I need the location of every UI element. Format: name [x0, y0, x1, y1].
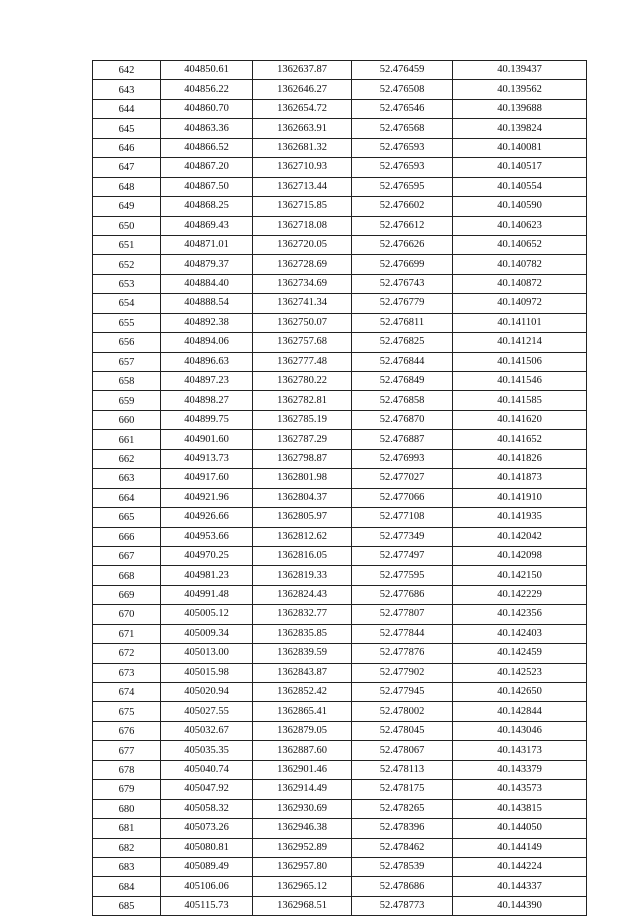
y-coordinate-cell: 1362757.68	[253, 333, 352, 352]
point-number-cell: 645	[93, 119, 161, 138]
point-number-cell: 643	[93, 80, 161, 99]
point-number-cell: 679	[93, 780, 161, 799]
x-coordinate-cell: 404884.40	[161, 274, 253, 293]
point-number-cell: 661	[93, 430, 161, 449]
table-row	[93, 838, 587, 857]
x-coordinate-cell: 404867.20	[161, 158, 253, 177]
x-coordinate-cell: 404896.63	[161, 352, 253, 371]
table-row	[93, 857, 587, 876]
x-coordinate-cell: 405047.92	[161, 780, 253, 799]
table-row	[93, 372, 587, 391]
point-number-cell: 669	[93, 585, 161, 604]
y-coordinate-cell: 1362787.29	[253, 430, 352, 449]
x-coordinate-cell: 404913.73	[161, 449, 253, 468]
y-coordinate-cell: 1362914.49	[253, 780, 352, 799]
y-coordinate-cell: 1362965.12	[253, 877, 352, 896]
latitude-cell: 52.476595	[352, 177, 453, 196]
y-coordinate-cell: 1362728.69	[253, 255, 352, 274]
latitude-cell: 52.478539	[352, 857, 453, 876]
table-row	[93, 780, 587, 799]
latitude-cell: 52.476546	[352, 99, 453, 118]
table-row	[93, 99, 587, 118]
x-coordinate-cell: 405089.49	[161, 857, 253, 876]
latitude-cell: 52.477027	[352, 469, 453, 488]
x-coordinate-cell: 404901.60	[161, 430, 253, 449]
longitude-cell: 40.142356	[453, 605, 587, 624]
longitude-cell: 40.140782	[453, 255, 587, 274]
latitude-cell: 52.476849	[352, 372, 453, 391]
point-number-cell: 660	[93, 410, 161, 429]
point-number-cell: 670	[93, 605, 161, 624]
longitude-cell: 40.142150	[453, 566, 587, 585]
longitude-cell: 40.144390	[453, 896, 587, 915]
latitude-cell: 52.477844	[352, 624, 453, 643]
latitude-cell: 52.478175	[352, 780, 453, 799]
coordinates-table-body	[93, 61, 587, 916]
latitude-cell: 52.477686	[352, 585, 453, 604]
longitude-cell: 40.141620	[453, 410, 587, 429]
x-coordinate-cell: 405058.32	[161, 799, 253, 818]
table-row	[93, 644, 587, 663]
table-row	[93, 430, 587, 449]
latitude-cell: 52.476779	[352, 294, 453, 313]
x-coordinate-cell: 405009.34	[161, 624, 253, 643]
table-row	[93, 158, 587, 177]
latitude-cell: 52.478773	[352, 896, 453, 915]
latitude-cell: 52.476593	[352, 138, 453, 157]
latitude-cell: 52.477066	[352, 488, 453, 507]
longitude-cell: 40.141585	[453, 391, 587, 410]
longitude-cell: 40.142042	[453, 527, 587, 546]
point-number-cell: 644	[93, 99, 161, 118]
table-row	[93, 683, 587, 702]
x-coordinate-cell: 404888.54	[161, 294, 253, 313]
point-number-cell: 668	[93, 566, 161, 585]
longitude-cell: 40.141652	[453, 430, 587, 449]
longitude-cell: 40.141826	[453, 449, 587, 468]
y-coordinate-cell: 1362957.80	[253, 857, 352, 876]
point-number-cell: 658	[93, 372, 161, 391]
latitude-cell: 52.477945	[352, 683, 453, 702]
y-coordinate-cell: 1362852.42	[253, 683, 352, 702]
y-coordinate-cell: 1362785.19	[253, 410, 352, 429]
latitude-cell: 52.476612	[352, 216, 453, 235]
latitude-cell: 52.478002	[352, 702, 453, 721]
longitude-cell: 40.141910	[453, 488, 587, 507]
point-number-cell: 656	[93, 333, 161, 352]
point-number-cell: 651	[93, 235, 161, 254]
longitude-cell: 40.141935	[453, 508, 587, 527]
x-coordinate-cell: 404926.66	[161, 508, 253, 527]
y-coordinate-cell: 1362804.37	[253, 488, 352, 507]
y-coordinate-cell: 1362734.69	[253, 274, 352, 293]
y-coordinate-cell: 1362819.33	[253, 566, 352, 585]
longitude-cell: 40.140517	[453, 158, 587, 177]
latitude-cell: 52.476844	[352, 352, 453, 371]
table-row	[93, 799, 587, 818]
y-coordinate-cell: 1362750.07	[253, 313, 352, 332]
longitude-cell: 40.142403	[453, 624, 587, 643]
point-number-cell: 654	[93, 294, 161, 313]
point-number-cell: 662	[93, 449, 161, 468]
table-row	[93, 546, 587, 565]
longitude-cell: 40.142229	[453, 585, 587, 604]
longitude-cell: 40.140972	[453, 294, 587, 313]
x-coordinate-cell: 404953.66	[161, 527, 253, 546]
y-coordinate-cell: 1362681.32	[253, 138, 352, 157]
table-row	[93, 469, 587, 488]
latitude-cell: 52.476699	[352, 255, 453, 274]
y-coordinate-cell: 1362646.27	[253, 80, 352, 99]
point-number-cell: 683	[93, 857, 161, 876]
table-row	[93, 177, 587, 196]
point-number-cell: 682	[93, 838, 161, 857]
point-number-cell: 647	[93, 158, 161, 177]
y-coordinate-cell: 1362946.38	[253, 819, 352, 838]
x-coordinate-cell: 404970.25	[161, 546, 253, 565]
table-row	[93, 508, 587, 527]
x-coordinate-cell: 404868.25	[161, 197, 253, 216]
latitude-cell: 52.476858	[352, 391, 453, 410]
point-number-cell: 673	[93, 663, 161, 682]
x-coordinate-cell: 404879.37	[161, 255, 253, 274]
longitude-cell: 40.142098	[453, 546, 587, 565]
table-row	[93, 721, 587, 740]
y-coordinate-cell: 1362887.60	[253, 741, 352, 760]
longitude-cell: 40.139688	[453, 99, 587, 118]
longitude-cell: 40.139437	[453, 61, 587, 80]
x-coordinate-cell: 405032.67	[161, 721, 253, 740]
table-row	[93, 585, 587, 604]
x-coordinate-cell: 404898.27	[161, 391, 253, 410]
x-coordinate-cell: 405035.35	[161, 741, 253, 760]
point-number-cell: 685	[93, 896, 161, 915]
latitude-cell: 52.476459	[352, 61, 453, 80]
latitude-cell: 52.476593	[352, 158, 453, 177]
point-number-cell: 649	[93, 197, 161, 216]
longitude-cell: 40.141873	[453, 469, 587, 488]
point-number-cell: 675	[93, 702, 161, 721]
point-number-cell: 664	[93, 488, 161, 507]
x-coordinate-cell: 404867.50	[161, 177, 253, 196]
table-row	[93, 294, 587, 313]
latitude-cell: 52.476602	[352, 197, 453, 216]
y-coordinate-cell: 1362879.05	[253, 721, 352, 740]
y-coordinate-cell: 1362654.72	[253, 99, 352, 118]
x-coordinate-cell: 405027.55	[161, 702, 253, 721]
longitude-cell: 40.144050	[453, 819, 587, 838]
x-coordinate-cell: 405115.73	[161, 896, 253, 915]
table-row	[93, 235, 587, 254]
point-number-cell: 667	[93, 546, 161, 565]
x-coordinate-cell: 404899.75	[161, 410, 253, 429]
point-number-cell: 652	[93, 255, 161, 274]
longitude-cell: 40.140652	[453, 235, 587, 254]
point-number-cell: 650	[93, 216, 161, 235]
y-coordinate-cell: 1362835.85	[253, 624, 352, 643]
x-coordinate-cell: 404981.23	[161, 566, 253, 585]
x-coordinate-cell: 405005.12	[161, 605, 253, 624]
table-row	[93, 255, 587, 274]
latitude-cell: 52.477595	[352, 566, 453, 585]
latitude-cell: 52.478396	[352, 819, 453, 838]
table-row	[93, 605, 587, 624]
x-coordinate-cell: 405106.06	[161, 877, 253, 896]
longitude-cell: 40.143573	[453, 780, 587, 799]
latitude-cell: 52.477349	[352, 527, 453, 546]
longitude-cell: 40.142523	[453, 663, 587, 682]
x-coordinate-cell: 404897.23	[161, 372, 253, 391]
x-coordinate-cell: 405073.26	[161, 819, 253, 838]
point-number-cell: 681	[93, 819, 161, 838]
point-number-cell: 648	[93, 177, 161, 196]
table-row	[93, 527, 587, 546]
y-coordinate-cell: 1362824.43	[253, 585, 352, 604]
latitude-cell: 52.476811	[352, 313, 453, 332]
longitude-cell: 40.140554	[453, 177, 587, 196]
point-number-cell: 674	[93, 683, 161, 702]
latitude-cell: 52.476870	[352, 410, 453, 429]
y-coordinate-cell: 1362801.98	[253, 469, 352, 488]
x-coordinate-cell: 405020.94	[161, 683, 253, 702]
x-coordinate-cell: 405015.98	[161, 663, 253, 682]
latitude-cell: 52.478113	[352, 760, 453, 779]
point-number-cell: 677	[93, 741, 161, 760]
x-coordinate-cell: 404871.01	[161, 235, 253, 254]
point-number-cell: 672	[93, 644, 161, 663]
latitude-cell: 52.477108	[352, 508, 453, 527]
table-row	[93, 197, 587, 216]
x-coordinate-cell: 404892.38	[161, 313, 253, 332]
point-number-cell: 671	[93, 624, 161, 643]
x-coordinate-cell: 404921.96	[161, 488, 253, 507]
point-number-cell: 676	[93, 721, 161, 740]
longitude-cell: 40.141506	[453, 352, 587, 371]
table-row	[93, 760, 587, 779]
table-row	[93, 896, 587, 915]
latitude-cell: 52.476825	[352, 333, 453, 352]
latitude-cell: 52.478265	[352, 799, 453, 818]
point-number-cell: 657	[93, 352, 161, 371]
longitude-cell: 40.140590	[453, 197, 587, 216]
y-coordinate-cell: 1362713.44	[253, 177, 352, 196]
latitude-cell: 52.478067	[352, 741, 453, 760]
y-coordinate-cell: 1362720.05	[253, 235, 352, 254]
longitude-cell: 40.140623	[453, 216, 587, 235]
latitude-cell: 52.476626	[352, 235, 453, 254]
point-number-cell: 680	[93, 799, 161, 818]
longitude-cell: 40.143379	[453, 760, 587, 779]
longitude-cell: 40.140081	[453, 138, 587, 157]
point-number-cell: 659	[93, 391, 161, 410]
latitude-cell: 52.478045	[352, 721, 453, 740]
point-number-cell: 653	[93, 274, 161, 293]
table-row	[93, 119, 587, 138]
y-coordinate-cell: 1362805.97	[253, 508, 352, 527]
longitude-cell: 40.143173	[453, 741, 587, 760]
x-coordinate-cell: 404869.43	[161, 216, 253, 235]
longitude-cell: 40.139824	[453, 119, 587, 138]
y-coordinate-cell: 1362901.46	[253, 760, 352, 779]
longitude-cell: 40.144224	[453, 857, 587, 876]
table-row	[93, 352, 587, 371]
table-row	[93, 566, 587, 585]
y-coordinate-cell: 1362952.89	[253, 838, 352, 857]
point-number-cell: 684	[93, 877, 161, 896]
y-coordinate-cell: 1362715.85	[253, 197, 352, 216]
y-coordinate-cell: 1362930.69	[253, 799, 352, 818]
y-coordinate-cell: 1362710.93	[253, 158, 352, 177]
point-number-cell: 655	[93, 313, 161, 332]
longitude-cell: 40.139562	[453, 80, 587, 99]
table-row	[93, 61, 587, 80]
longitude-cell: 40.142650	[453, 683, 587, 702]
table-row	[93, 138, 587, 157]
latitude-cell: 52.478686	[352, 877, 453, 896]
longitude-cell: 40.142844	[453, 702, 587, 721]
latitude-cell: 52.476743	[352, 274, 453, 293]
x-coordinate-cell: 404860.70	[161, 99, 253, 118]
x-coordinate-cell: 405040.74	[161, 760, 253, 779]
x-coordinate-cell: 404894.06	[161, 333, 253, 352]
longitude-cell: 40.144337	[453, 877, 587, 896]
y-coordinate-cell: 1362832.77	[253, 605, 352, 624]
x-coordinate-cell: 405013.00	[161, 644, 253, 663]
table-row	[93, 663, 587, 682]
longitude-cell: 40.140872	[453, 274, 587, 293]
longitude-cell: 40.143815	[453, 799, 587, 818]
coordinates-table	[92, 60, 587, 916]
y-coordinate-cell: 1362777.48	[253, 352, 352, 371]
latitude-cell: 52.476508	[352, 80, 453, 99]
x-coordinate-cell: 404917.60	[161, 469, 253, 488]
x-coordinate-cell: 404850.61	[161, 61, 253, 80]
latitude-cell: 52.478462	[352, 838, 453, 857]
table-row	[93, 410, 587, 429]
table-row	[93, 391, 587, 410]
longitude-cell: 40.141101	[453, 313, 587, 332]
y-coordinate-cell: 1362663.91	[253, 119, 352, 138]
table-row	[93, 702, 587, 721]
x-coordinate-cell: 404863.36	[161, 119, 253, 138]
y-coordinate-cell: 1362782.81	[253, 391, 352, 410]
y-coordinate-cell: 1362968.51	[253, 896, 352, 915]
point-number-cell: 646	[93, 138, 161, 157]
longitude-cell: 40.141546	[453, 372, 587, 391]
table-row	[93, 819, 587, 838]
y-coordinate-cell: 1362718.08	[253, 216, 352, 235]
point-number-cell: 642	[93, 61, 161, 80]
table-row	[93, 313, 587, 332]
latitude-cell: 52.476993	[352, 449, 453, 468]
y-coordinate-cell: 1362839.59	[253, 644, 352, 663]
point-number-cell: 666	[93, 527, 161, 546]
x-coordinate-cell: 404991.48	[161, 585, 253, 604]
x-coordinate-cell: 404866.52	[161, 138, 253, 157]
point-number-cell: 665	[93, 508, 161, 527]
y-coordinate-cell: 1362816.05	[253, 546, 352, 565]
latitude-cell: 52.477876	[352, 644, 453, 663]
y-coordinate-cell: 1362798.87	[253, 449, 352, 468]
latitude-cell: 52.477497	[352, 546, 453, 565]
y-coordinate-cell: 1362812.62	[253, 527, 352, 546]
y-coordinate-cell: 1362843.87	[253, 663, 352, 682]
longitude-cell: 40.143046	[453, 721, 587, 740]
table-row	[93, 624, 587, 643]
latitude-cell: 52.476887	[352, 430, 453, 449]
table-row	[93, 877, 587, 896]
table-row	[93, 488, 587, 507]
latitude-cell: 52.477807	[352, 605, 453, 624]
y-coordinate-cell: 1362741.34	[253, 294, 352, 313]
y-coordinate-cell: 1362780.22	[253, 372, 352, 391]
latitude-cell: 52.476568	[352, 119, 453, 138]
x-coordinate-cell: 405080.81	[161, 838, 253, 857]
longitude-cell: 40.144149	[453, 838, 587, 857]
longitude-cell: 40.142459	[453, 644, 587, 663]
table-row	[93, 274, 587, 293]
latitude-cell: 52.477902	[352, 663, 453, 682]
point-number-cell: 663	[93, 469, 161, 488]
y-coordinate-cell: 1362865.41	[253, 702, 352, 721]
table-row	[93, 80, 587, 99]
point-number-cell: 678	[93, 760, 161, 779]
y-coordinate-cell: 1362637.87	[253, 61, 352, 80]
table-row	[93, 741, 587, 760]
table-row	[93, 216, 587, 235]
x-coordinate-cell: 404856.22	[161, 80, 253, 99]
table-row	[93, 449, 587, 468]
longitude-cell: 40.141214	[453, 333, 587, 352]
table-row	[93, 333, 587, 352]
